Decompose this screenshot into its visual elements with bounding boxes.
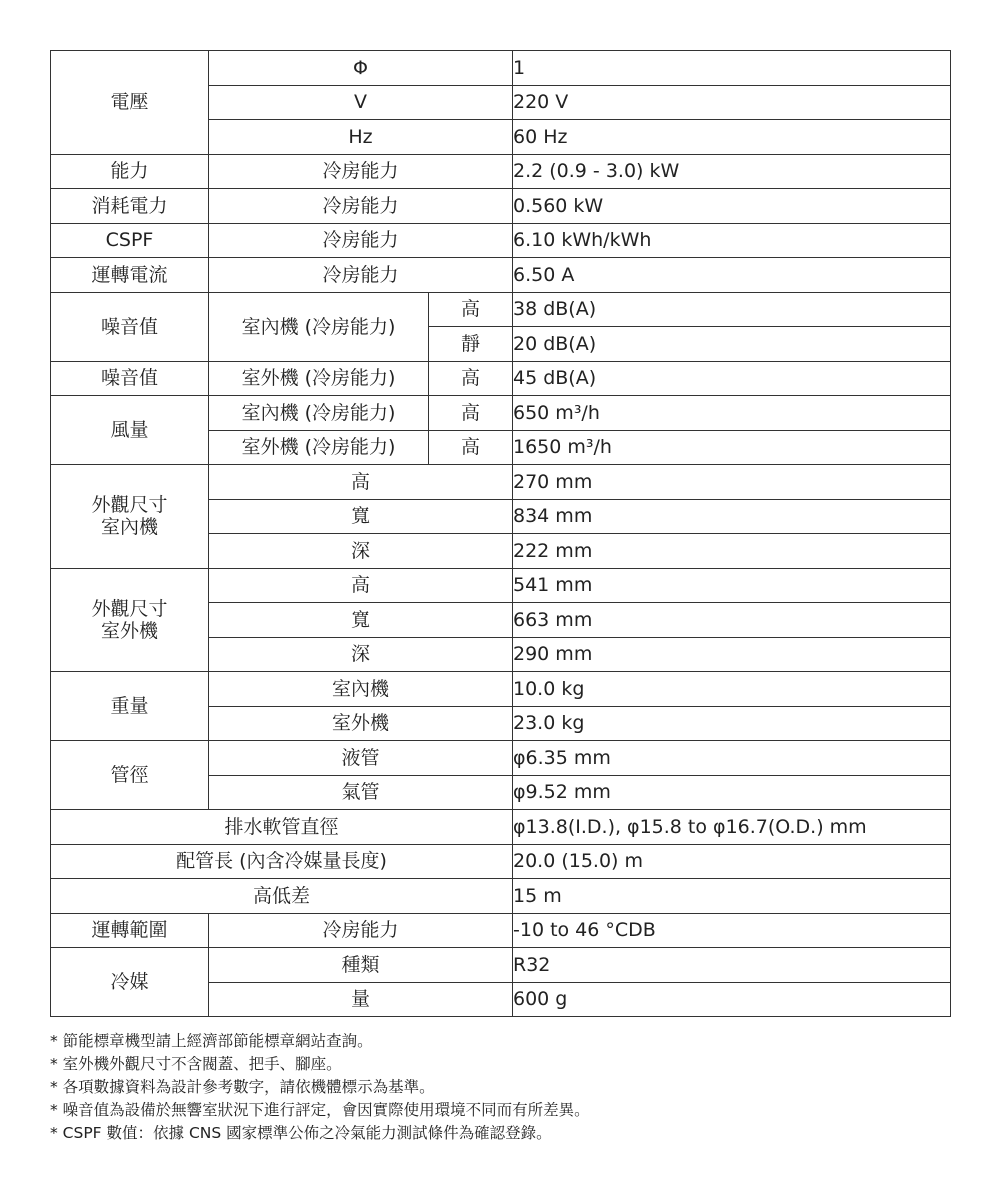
value-cell: 270 mm: [513, 465, 951, 500]
param-cell: Hz: [209, 120, 513, 155]
table-row: [51, 189, 951, 224]
param-cell: 氣管: [209, 775, 513, 810]
value-cell: 60 Hz: [513, 120, 951, 155]
footnotes: [50, 1030, 950, 1145]
table-row: [51, 223, 951, 258]
param-cell: 冷房能力: [209, 913, 513, 948]
param-cell: 冷房能力: [209, 258, 513, 293]
param-cell: 冷房能力: [209, 189, 513, 224]
row-label: 噪音值: [51, 292, 209, 361]
row-label: 運轉電流: [51, 258, 209, 293]
table-row: [51, 258, 951, 293]
footnote: * 節能標章機型請上經濟部節能標章網站查詢。: [50, 1032, 373, 1050]
footnote: * 噪音值為設備於無響室狀況下進行評定，會因實際使用環境不同而有所差異。: [50, 1101, 590, 1119]
param-cell: 液管: [209, 741, 513, 776]
value-cell: 1: [513, 51, 951, 86]
value-cell: φ6.35 mm: [513, 741, 951, 776]
value-cell: 6.50 A: [513, 258, 951, 293]
param-cell: 高: [209, 465, 513, 500]
row-label: 排水軟管直徑: [51, 810, 513, 845]
row-label: 管徑: [51, 741, 209, 810]
param-cell: 室外機: [209, 706, 513, 741]
param-cell: 室內機 (冷房能力): [209, 292, 429, 361]
param-cell: 深: [209, 637, 513, 672]
table-row: [51, 568, 951, 603]
value-cell: 0.560 kW: [513, 189, 951, 224]
value-cell: φ13.8(I.D.), φ15.8 to φ16.7(O.D.) mm: [513, 810, 951, 845]
mode-cell: 靜: [429, 327, 513, 362]
row-label: 冷媒: [51, 948, 209, 1017]
value-cell: 222 mm: [513, 534, 951, 569]
param-cell: V: [209, 85, 513, 120]
value-cell: 10.0 kg: [513, 672, 951, 707]
mode-cell: 高: [429, 361, 513, 396]
row-label: 外觀尺寸 室外機: [51, 568, 209, 672]
param-cell: 量: [209, 982, 513, 1017]
param-cell: 寬: [209, 603, 513, 638]
param-cell: 深: [209, 534, 513, 569]
param-cell: 冷房能力: [209, 154, 513, 189]
row-label: 電壓: [51, 51, 209, 155]
value-cell: 290 mm: [513, 637, 951, 672]
param-cell: 冷房能力: [209, 223, 513, 258]
value-cell: 220 V: [513, 85, 951, 120]
footnote: * CSPF 數值：依據 CNS 國家標準公佈之冷氣能力測試條件為確認登錄。: [50, 1124, 552, 1142]
mode-cell: 高: [429, 396, 513, 431]
footnote: * 各項數據資料為設計參考數字，請依機體標示為基準。: [50, 1078, 435, 1096]
table-row: [51, 396, 951, 431]
value-cell: 45 dB(A): [513, 361, 951, 396]
value-cell: 23.0 kg: [513, 706, 951, 741]
row-label: 配管長 (內含冷媒量長度): [51, 844, 513, 879]
value-cell: 38 dB(A): [513, 292, 951, 327]
value-cell: 650 m³/h: [513, 396, 951, 431]
row-label: 高低差: [51, 879, 513, 914]
footnote: * 室外機外觀尺寸不含閥蓋、把手、腳座。: [50, 1055, 342, 1073]
row-label: 消耗電力: [51, 189, 209, 224]
param-cell: 高: [209, 568, 513, 603]
table-row: [51, 672, 951, 707]
table-row: [51, 913, 951, 948]
table-row: [51, 741, 951, 776]
value-cell: 20 dB(A): [513, 327, 951, 362]
value-cell: 600 g: [513, 982, 951, 1017]
value-cell: 2.2 (0.9 - 3.0) kW: [513, 154, 951, 189]
table-row: [51, 292, 951, 327]
value-cell: 663 mm: [513, 603, 951, 638]
table-row: [51, 810, 951, 845]
param-cell: 室外機 (冷房能力): [209, 361, 429, 396]
row-label: 重量: [51, 672, 209, 741]
value-cell: R32: [513, 948, 951, 983]
table-row: [51, 51, 951, 86]
row-label: 外觀尺寸 室內機: [51, 465, 209, 569]
row-label: CSPF: [51, 223, 209, 258]
value-cell: 834 mm: [513, 499, 951, 534]
value-cell: 6.10 kWh/kWh: [513, 223, 951, 258]
param-cell: 室外機 (冷房能力): [209, 430, 429, 465]
param-cell: 室內機: [209, 672, 513, 707]
value-cell: 15 m: [513, 879, 951, 914]
table-row: [51, 361, 951, 396]
row-label: 風量: [51, 396, 209, 465]
table-row: [51, 844, 951, 879]
row-label: 運轉範圍: [51, 913, 209, 948]
value-cell: -10 to 46 °CDB: [513, 913, 951, 948]
spec-table: [50, 50, 951, 1017]
table-row: [51, 948, 951, 983]
param-cell: Φ: [209, 51, 513, 86]
row-label: 噪音值: [51, 361, 209, 396]
value-cell: φ9.52 mm: [513, 775, 951, 810]
mode-cell: 高: [429, 292, 513, 327]
param-cell: 室內機 (冷房能力): [209, 396, 429, 431]
row-label: 能力: [51, 154, 209, 189]
table-row: [51, 154, 951, 189]
param-cell: 種類: [209, 948, 513, 983]
value-cell: 1650 m³/h: [513, 430, 951, 465]
table-row: [51, 465, 951, 500]
table-row: [51, 879, 951, 914]
param-cell: 寬: [209, 499, 513, 534]
value-cell: 541 mm: [513, 568, 951, 603]
value-cell: 20.0 (15.0) m: [513, 844, 951, 879]
mode-cell: 高: [429, 430, 513, 465]
